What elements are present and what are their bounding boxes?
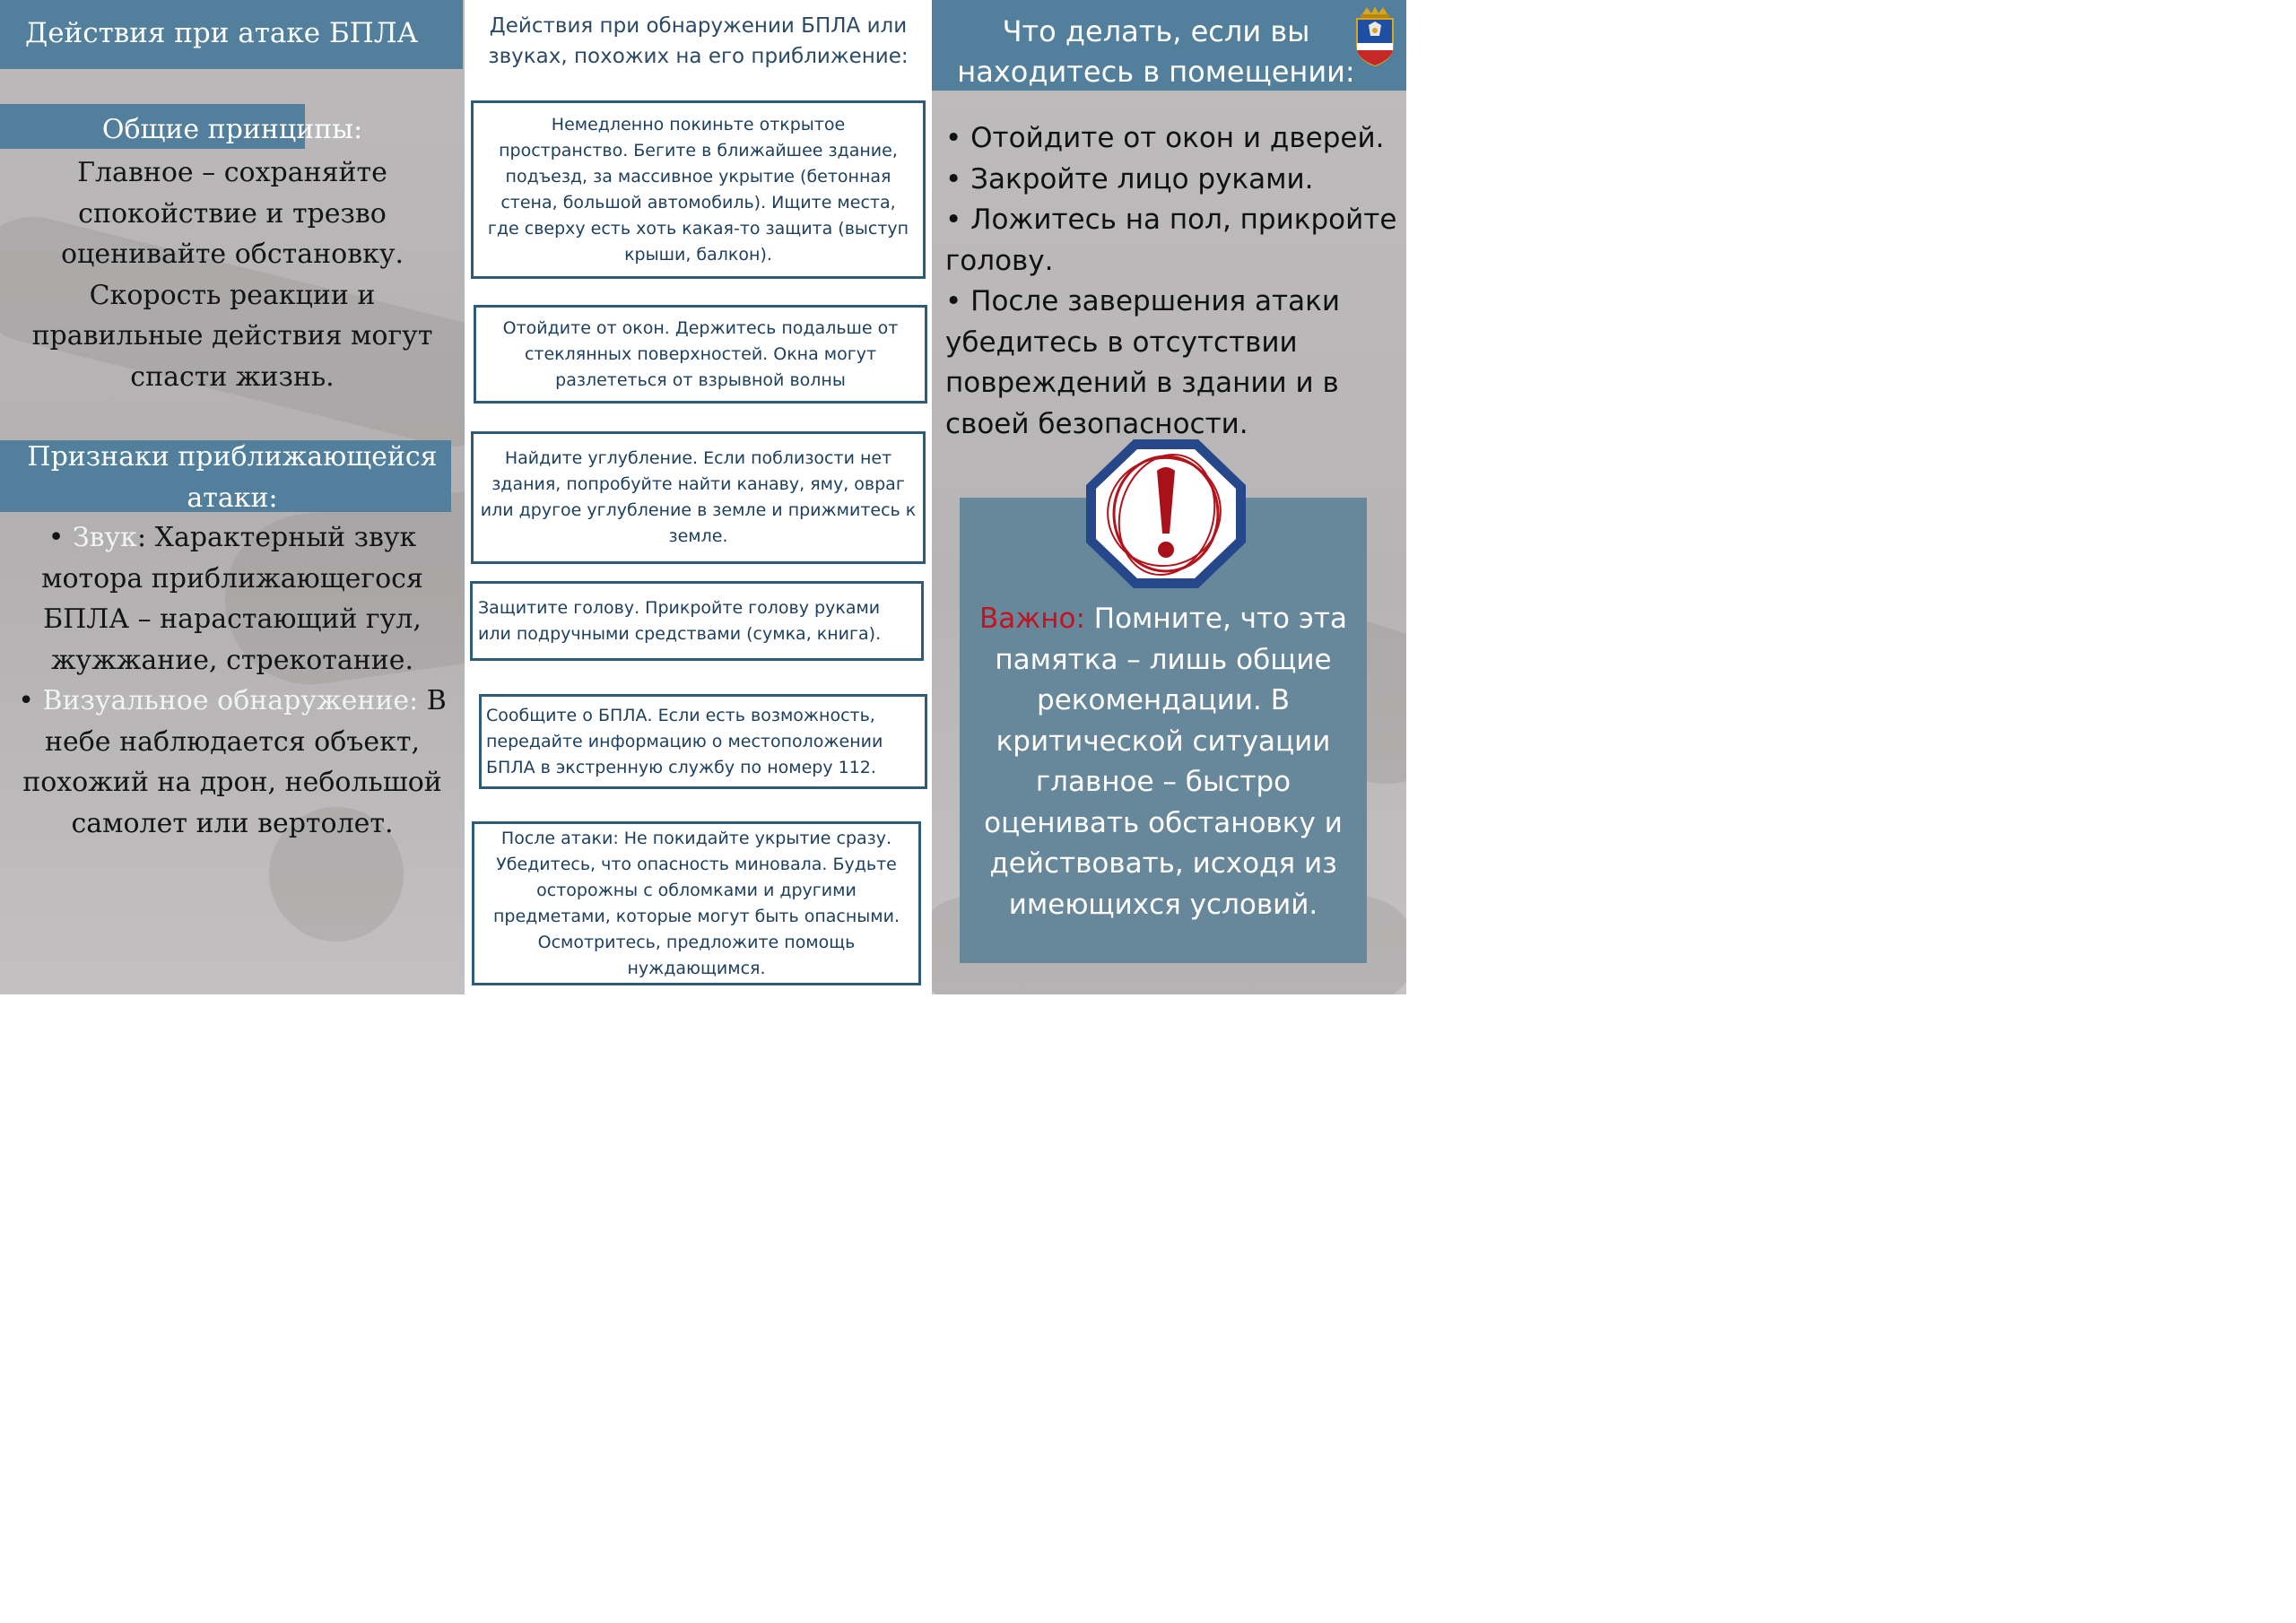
right-title: Что делать, если вы находитесь в помещении: (957, 14, 1355, 89)
indoor-item: • Отойдите от окон и дверей. (945, 122, 1385, 154)
step-text-1: Немедленно покиньте открытое пространство. Бегите в ближайшее здание, подъезд, за массивное укрытие (бетонная стена, большой автомобиль). Ищите места, где сверху есть хоть какая-то защита (выступ крыши, балкон). (487, 114, 909, 265)
step-box-1 (471, 100, 926, 279)
indoor-item: • Ложитесь на пол, прикройте голову. (945, 204, 1397, 277)
step-text-3: Найдите углубление. Если поблизости нет здания, попробуйте найти канаву, яму, овраг или другое углубление в земле и прижмитесь к земле. (480, 448, 917, 546)
indoor-item: • Закройте лицо руками. (945, 162, 1314, 195)
visual-text: В небе наблюдается объект, похожий на дрон, небольшой самолет или вертолет. (22, 685, 447, 839)
indoor-actions-list (945, 118, 1403, 445)
step-box-3 (471, 431, 926, 564)
middle-title: Действия при обнаружении БПЛА или звуках, похожих на его приближение: (488, 14, 909, 68)
indoor-item: • После завершения атаки убедитесь в отсутствии повреждений в здании и в своей безопасности. (945, 285, 1340, 440)
principles-title: Общие принципы: (101, 114, 363, 145)
step-box-5 (479, 694, 927, 789)
sound-text: : Характерный звук мотора приближающегося БПЛА – нарастающий гул, жужжание, стрекотание. (41, 522, 423, 676)
signs-bullet: • (18, 685, 34, 716)
signs-title: Признаки приближающейся атаки: (27, 441, 438, 514)
step-text-6: После атаки: Не покидайте укрытие сразу. Убедитесь, что опасность миновала. Будьте осторожны с обломками и другими предметами, которые могут быть опасными. Осмотритесь, предложите помощь нуждающимся. (493, 828, 900, 978)
important-label: Важно: (979, 603, 1085, 635)
step-box-2 (474, 305, 927, 404)
exclamation-warning-icon (1083, 437, 1248, 591)
step-box-6 (472, 821, 921, 985)
sound-label: Звук (72, 522, 137, 553)
step-text-2: Отойдите от окон. Держитесь подальше от стеклянных поверхностей. Окна могут разлететься от взрывной волны (502, 317, 899, 390)
important-text (960, 599, 1367, 925)
step-box-4 (470, 581, 924, 661)
step-text-4: Защитите голову. Прикройте голову руками или подручными средствами (сумка, книга). (478, 597, 882, 644)
left-title: Действия при атаке БПЛА (25, 17, 419, 49)
signs-text (9, 517, 456, 844)
signs-bullet: • (48, 522, 65, 553)
left-panel (0, 0, 465, 994)
principles-text: Главное – сохраняйте спокойствие и трезво оценивайте обстановку. Скорость реакции и правильные действия могут спасти жизнь. (31, 157, 433, 393)
city-coat-of-arms-icon (1352, 5, 1398, 66)
visual-label: Визуальное обнаружение: (42, 685, 419, 716)
important-body: Помните, что эта памятка – лишь общие рекомендации. В критической ситуации главное – быстро оценивать обстановку и действовать, исходя из имеющихся условий. (984, 603, 1347, 921)
step-text-5: Сообщите о БПЛА. Если есть возможность, передайте информацию о местоположении БПЛА в экстренную службу по номеру 112. (486, 705, 883, 777)
middle-panel (465, 0, 932, 994)
